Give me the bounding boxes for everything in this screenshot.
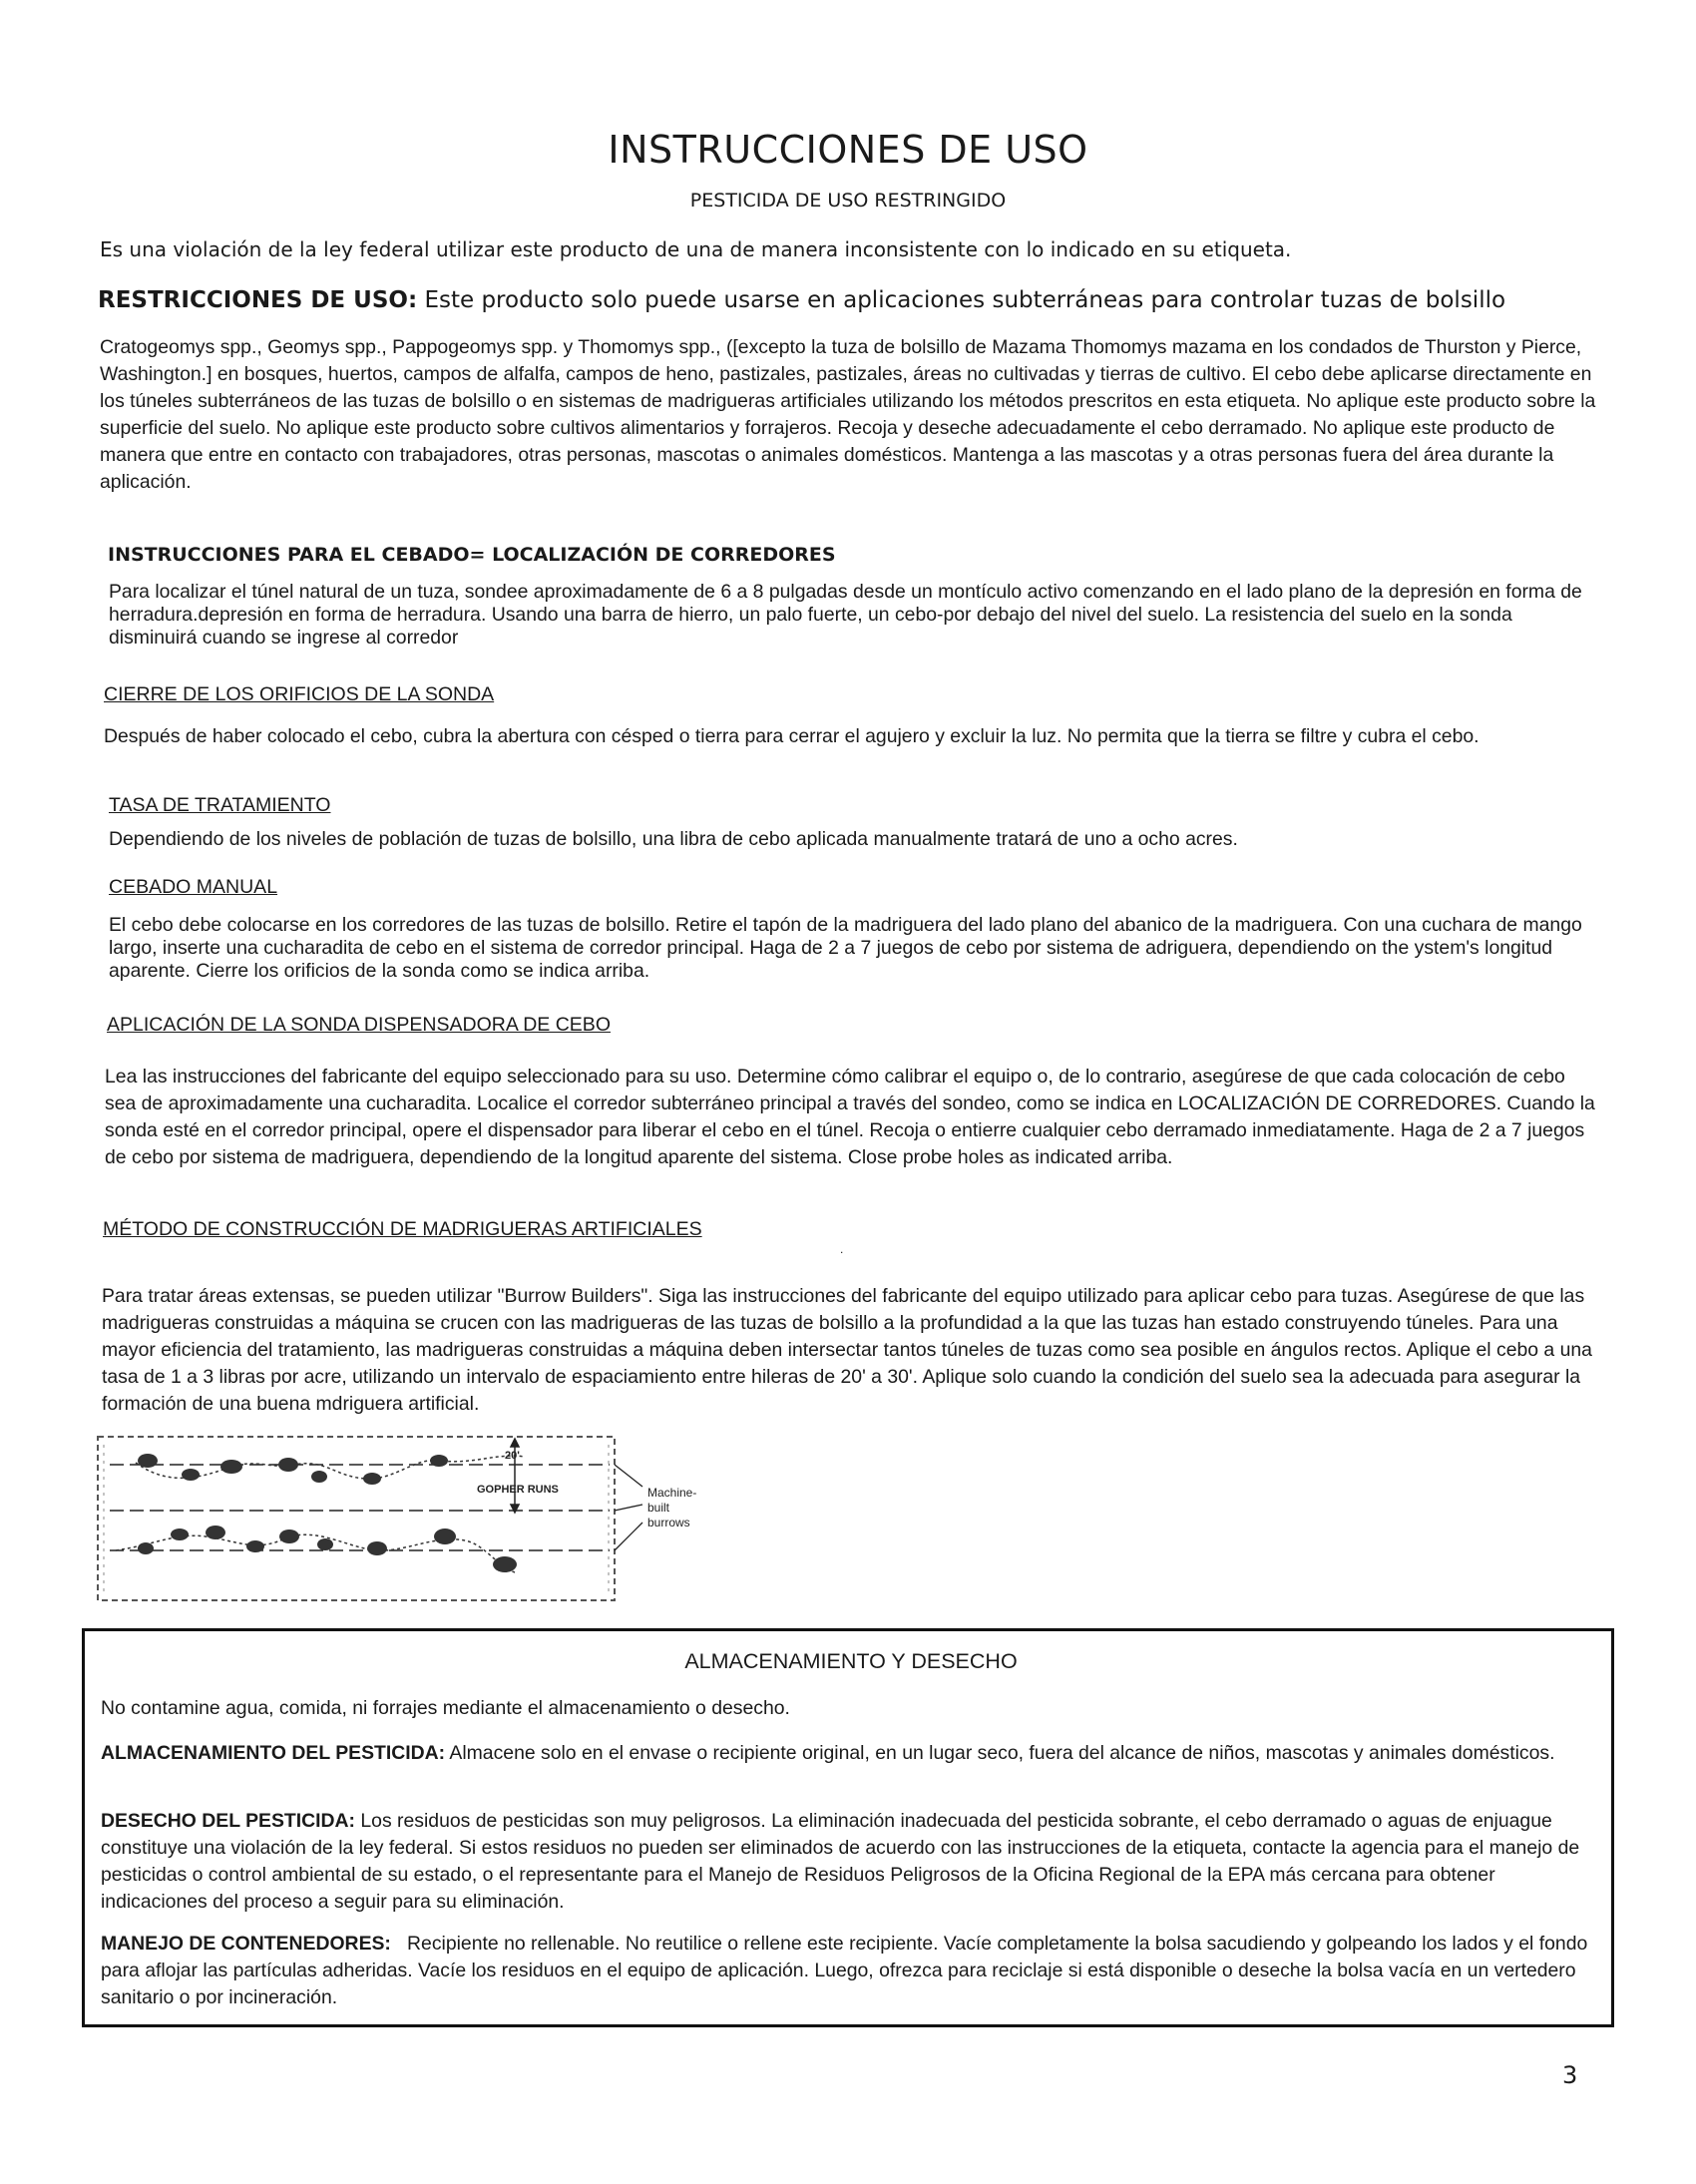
stray-dot: . (840, 1242, 844, 1256)
page-number: 3 (1562, 2061, 1578, 2089)
section-heading-cierre: CIERRE DE LOS ORIFICIOS DE LA SONDA (104, 683, 495, 705)
restrictions-label: RESTRICCIONES DE USO: (98, 287, 418, 313)
disposal-text: Los residuos de pesticidas son muy peligrosos. La eliminación inadecuada del pesticida sobrante, el cebo derramado o aguas de enjuague constituye una violación de la ley federal. Si estos residuos no pueden ser eliminados de acuerdo con las instrucciones de la etiqueta, contacte la agencia para el manejo de pesticidas o control ambiental de su estado, o el representante para el Manejo de Residuos Peligrosos de la Oficina Regional de la EPA más cercana para obtener indicaciones del proceso a seguir para su eliminación. (101, 1810, 1580, 1913)
burrow-diagram (96, 1435, 714, 1606)
restrictions-lead: Este producto solo puede usarse en aplicaciones subterráneas para controlar tuzas de bolsillo (417, 287, 1506, 313)
soil-mounds (138, 1454, 517, 1572)
restrictions-body: Cratogeomys spp., Geomys spp., Pappogeomys spp. y Thomomys spp., ([excepto la tuza de bolsillo de Mazama Thomomys mazama en los condados de Thurston y Pierce, Washington.] en bosques, huertos, campos de alfalfa, campos de heno, pastizales, pastizales, áreas no cultivadas y tierras de cultivo. El cebo debe aplicarse directamente en los túneles subterráneos de las tuzas de bolsillo o en sistemas de madrigueras artificiales utilizando los métodos prescritos en esta etiqueta. No aplique este producto sobre la superficie del suelo. No aplique este producto sobre cultivos alimentarios y forrajeros. Recoja y deseche adecuadamente el cebo derramado. No aplique este producto de manera que entre en contacto con trabajadores, otras personas, mascotas o animales domésticos. Mantenga a las mascotas y a otras personas fuera del área durante la aplicación. (100, 336, 1596, 493)
disposal-label: DESECHO DEL PESTICIDA: (101, 1810, 355, 1832)
disposal-paragraph (101, 1808, 1597, 1916)
container-handling-paragraph (101, 1931, 1597, 2011)
storage-disposal-box (82, 1628, 1614, 2027)
page-subtitle: PESTICIDA DE USO RESTRINGIDO (689, 190, 1007, 212)
burrows-label-line-3: burrows (647, 1516, 690, 1529)
section-body-metodo: Para tratar áreas extensas, se pueden utilizar "Burrow Builders". Siga las instrucciones del fabricante del equipo utilizado para aplicar cebo para tuzas. Asegúrese de que las madrigueras construidas a máquina se crucen con las madrigueras de las tuzas de bolsillo a la profundidad a la que las tuzas han estado construyendo túneles. Para una mayor eficiencia del tratamiento, las madrigueras construidas a máquina deben intersectar tantos túneles de tuzas como sea posible en ángulos rectos. Aplique el cebo a una tasa de 1 a 3 libras por acre, utilizando un intervalo de espaciamiento entre hileras de 20' a 30'. Aplique solo cuando la condición del suelo sea la adecuada para asegurar la formación de una buena mdriguera artificial. (102, 1285, 1592, 1415)
storage-pesticide-text: Almacene solo en el envase o recipiente original, en un lugar seco, fuera del alcance de niños, mascotas y animales domésticos. (445, 1742, 1555, 1764)
section-heading-tasa: TASA DE TRATAMIENTO (109, 794, 331, 816)
section-heading-sonda: APLICACIÓN DE LA SONDA DISPENSADORA DE CEBO (107, 1014, 611, 1036)
section-heading-cebado: INSTRUCCIONES PARA EL CEBADO= LOCALIZACIÓN DE CORREDORES (108, 544, 836, 566)
container-handling-text: Recipiente no rellenable. No reutilice o rellene este recipiente. Vacíe completamente la bolsa sacudiendo y golpeando los lados y el fondo para aflojar las partículas adheridas. Vacíe los residuos en el equipo de aplicación. Luego, ofrezca para reciclaje si está disponible o deseche la bolsa vacía en un vertedero sanitario o por incineración. (101, 1933, 1593, 2008)
storage-pesticide-label: ALMACENAMIENTO DEL PESTICIDA: (101, 1742, 446, 1764)
restrictions-heading (98, 287, 1654, 313)
diagram-grid-marks (104, 1445, 609, 1594)
violation-notice: Es una violación de la ley federal utilizar este producto de una de manera inconsistente con lo indicado en su etiqueta. (100, 237, 1292, 261)
storage-pesticide-paragraph (101, 1740, 1597, 1767)
burrow-pointer-lines (615, 1465, 642, 1550)
diagram-frame (98, 1437, 615, 1600)
page-title: INSTRUCCIONES DE USO (608, 128, 1088, 172)
spacing-label: 20' (505, 1450, 520, 1462)
section-body-tasa: Dependiendo de los niveles de población de tuzas de bolsillo, una libra de cebo aplicada manualmente tratará de uno a ocho acres. (109, 828, 1238, 850)
burrows-label-line-2: built (647, 1501, 670, 1515)
container-handling-label: MANEJO DE CONTENEDORES: (101, 1933, 391, 1955)
storage-intro: No contamine agua, comida, ni forrajes mediante el almacenamiento o desecho. (101, 1697, 790, 1719)
section-heading-manual: CEBADO MANUAL (109, 876, 278, 898)
section-body-sonda: Lea las instrucciones del fabricante del equipo seleccionado para su uso. Determine cómo calibrar el equipo o, de lo contrario, asegúrese de que cada colocación de cebo sea de aproximadamente una cucharadita. Localice el corredor subterráneo principal a través del sondeo, como se indica en LOCALIZACIÓN DE CORREDORES. Cuando la sonda esté en el corredor principal, opere el dispensador para liberar el cebo en el túnel. Recoja o entierre cualquier cebo derramado inmediatamente. Haga de 2 a 7 juegos de cebo por sistema de madriguera, dependiendo de la longitud aparente del sistema. Close probe holes as indicated arriba. (105, 1066, 1595, 1168)
section-heading-metodo: MÉTODO DE CONSTRUCCIÓN DE MADRIGUERAS ARTIFICIALES (103, 1218, 702, 1240)
section-body-cebado: Para localizar el túnel natural de un tuza, sondee aproximadamente de 6 a 8 pulgadas desde un montículo activo comenzando en el lado plano de la depresión en forma de herradura.depresión en forma de herradura. Usando una barra de hierro, un palo fuerte, un cebo-por debajo del nivel del suelo. La resistencia del suelo en la sonda disminuirá cuando se ingrese al corredor (109, 581, 1582, 649)
section-body-cierre: Después de haber colocado el cebo, cubra la abertura con césped o tierra para cerrar el agujero y excluir la luz. No permita que la tierra se filtre y cubra el cebo. (104, 725, 1480, 747)
gopher-runs-label: GOPHER RUNS (477, 1484, 559, 1496)
section-body-manual: El cebo debe colocarse en los corredores de las tuzas de bolsillo. Retire el tapón de la madriguera del lado plano del abanico de la madriguera. Con una cuchara de mango largo, inserte una cucharadita de cebo en el sistema de corredor principal. Haga de 2 a 7 juegos de cebo por sistema de adriguera, dependiendo on the ystem's longitud aparente. Cierre los orificios de la sonda como se indica arriba. (109, 914, 1582, 982)
burrows-label-line-1: Machine- (647, 1486, 697, 1500)
storage-title: ALMACENAMIENTO Y DESECHO (684, 1649, 1018, 1673)
